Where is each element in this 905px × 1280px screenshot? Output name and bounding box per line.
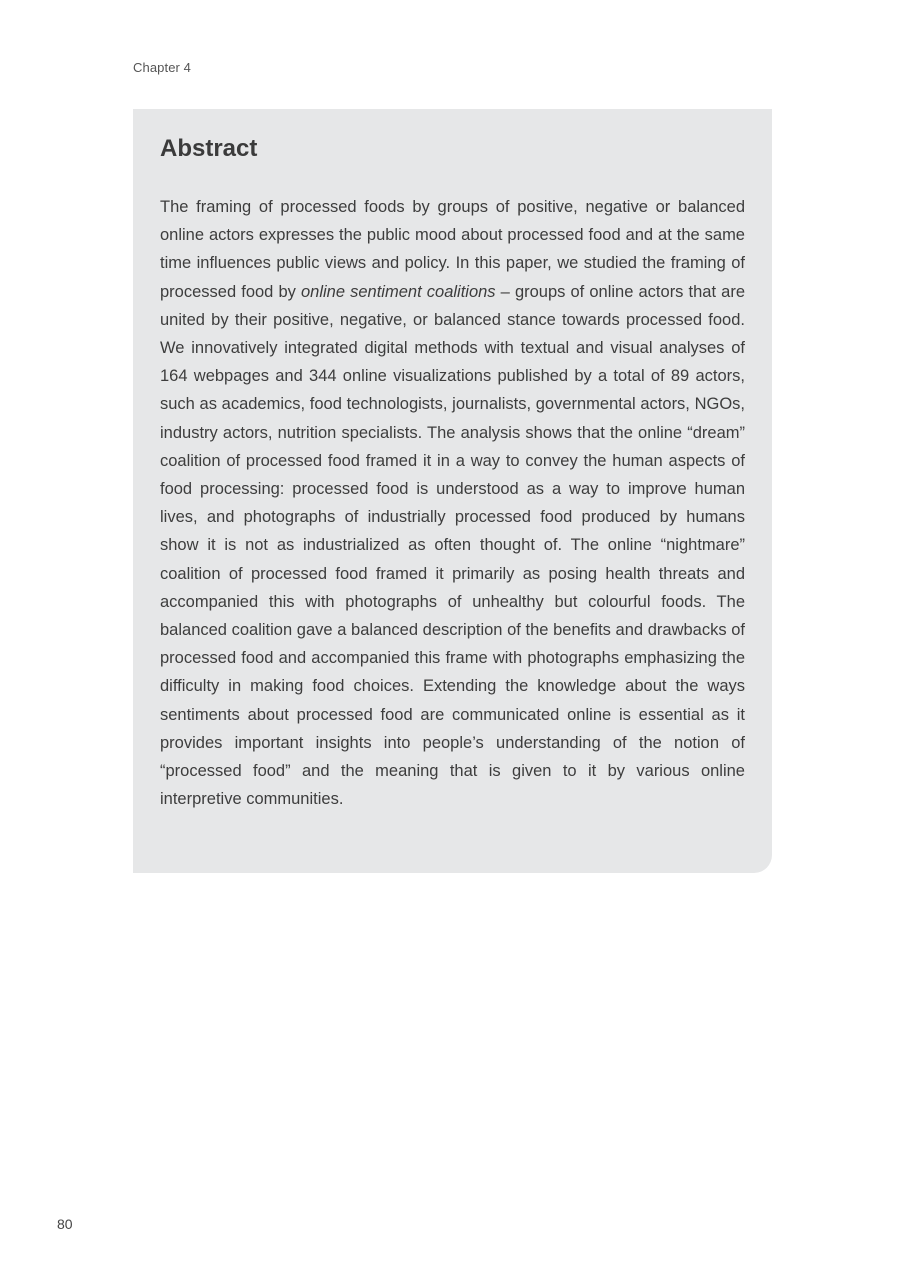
abstract-text-part-2: – groups of online actors that are united by their positive, negative, or balanced stance towards processed food. We innovatively integrated digital methods with textual and visual analyses of 164 webpages and 344 online visualizations published by a total of 89 actors, such as academics, food technologists, journalists, governmental actors, NGOs, industry actors, nutrition specialists. The analysis shows that the online “dream” coalition of processed food framed it in a way to convey the human aspects of food processing: processed food is understood as a way to improve human lives, and photographs of industrially processed food produced by humans show it is not as industrialized as often thought of. The online “nightmare” coalition of processed food framed it primarily as posing health threats and accompanied this with photographs of unhealthy but colourful foods. The balanced coalition gave a balanced description of the benefits and drawbacks of processed food and accompanied this frame with photographs emphasizing the difficulty in making food choices. Extending the knowledge about the ways sentiments about processed food are communicated online is essential as it provides important insights into people’s understanding of the notion of “processed food” and the meaning that is given to it by various online interpretive communities.	[160, 282, 746, 809]
abstract-title: Abstract	[160, 135, 258, 162]
abstract-emphasis: online sentiment coalitions	[300, 282, 496, 301]
page-number: 80	[57, 1216, 73, 1232]
abstract-body	[160, 193, 745, 813]
abstract-box	[133, 109, 772, 873]
abstract-text-part-1: The framing of processed foods by groups of positive, negative or balanced online actors expresses the public mood about processed food and at the same time influences public views and policy. In this paper, we studied the framing of processed food by	[160, 198, 745, 301]
running-header: Chapter 4	[133, 60, 191, 75]
